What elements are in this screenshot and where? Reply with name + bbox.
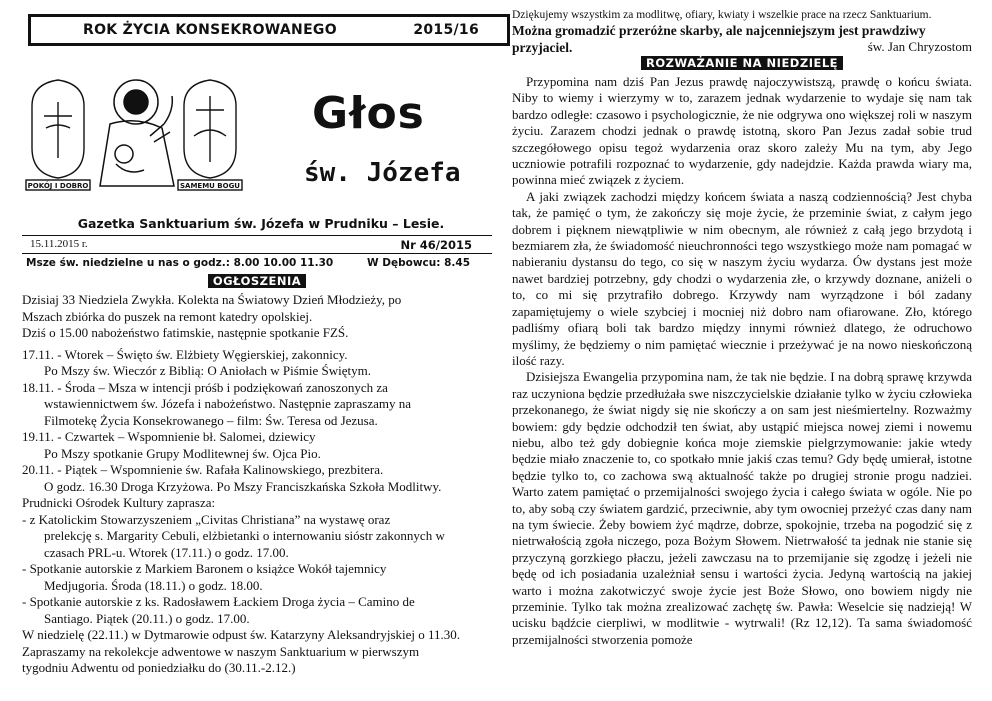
announcement-line: Dzisiaj 33 Niedziela Zwykła. Kolekta na Światowy Dzień Młodzieży, po	[22, 292, 402, 307]
mass-times-debowiec: W Dębowcu: 8.45	[367, 257, 470, 269]
announcements-title: OGŁOSZENIA	[208, 274, 306, 288]
sanctuary-seal-illustration	[24, 66, 244, 196]
reflection-article	[512, 74, 972, 648]
thanks-note: Dziękujemy wszystkim za modlitwę, ofiary, kwiaty i wszelkie prace na rzecz Sanktuarium.	[512, 9, 932, 21]
reflection-heading	[512, 54, 972, 72]
announcement-line: - Spotkanie autorskie z ks. Radosławem Łackiem Droga życia – Camino de	[22, 594, 415, 609]
announcement-line: - z Katolickim Stowarzyszeniem „Civitas Christiana” na wystawę oraz	[22, 511, 391, 527]
announcements-list	[22, 292, 492, 677]
announcement-line: Medjugoria. Środa (18.11.) o godz. 18.00.	[44, 577, 263, 593]
announcement-line: prelekcję s. Margarity Cebuli, elżbietanki o internowaniu sióstr zakonnych w	[44, 528, 445, 543]
announcement-line: czasach PRL-u. Wtorek (17.11.) o godz. 17.00.	[44, 544, 289, 560]
year-banner-title: ROK ŻYCIA KONSEKROWANEGO	[83, 22, 337, 38]
newsletter-title: Głos	[312, 88, 425, 139]
announcement-line: Dziś o 15.00 nabożeństwo fatimskie, następnie spotkanie FZŚ.	[22, 325, 349, 340]
left-column	[22, 14, 492, 694]
announcement-line: Po Mszy spotkanie Grupy Modlitewnej św. Ojca Pio.	[44, 445, 321, 461]
announcement-line: Santiago. Piątek (20.11.) o godz. 17.00.	[44, 610, 250, 626]
announcement-line: - Spotkanie autorskie z Markiem Baronem o książce Wokół tajemnicy	[22, 561, 387, 576]
issue-dateline	[22, 235, 492, 254]
franciscan-crest-icon	[26, 80, 90, 190]
quote-text: Można gromadzić przeróżne skarby, ale najcenniejszym jest prawdziwy przyjaciel.	[512, 23, 926, 55]
announcement-line: 19.11. - Czwartek – Wspomnienie bł. Salomei, dziewicy	[22, 429, 316, 444]
announcement-line: wstawiennictwem św. Józefa i nabożeństwo. Następnie zapraszamy na	[44, 396, 411, 411]
year-banner-years: 2015/16	[413, 22, 479, 38]
carmelite-crest-icon	[178, 80, 242, 190]
announcement-line: Zapraszamy na rekolekcje adwentowe w naszym Sanktuarium w pierwszym	[22, 643, 420, 659]
issue-number: Nr 46/2015	[400, 238, 472, 252]
right-column	[512, 8, 972, 698]
announcement-line: O godz. 16.30 Droga Krzyżowa. Po Mszy Franciszkańska Szkoła Modlitwy.	[44, 478, 442, 494]
right-motto: SAMEMU BOGU	[179, 182, 241, 190]
announcement-line: W niedzielę (22.11.) w Dytmarowie odpust św. Katarzyny Aleksandryjskiej o 11.30.	[22, 627, 461, 642]
announcement-line: 18.11. - Środa – Msza w intencji próśb i podziękowań zanoszonych za	[22, 379, 388, 395]
article-paragraph: Dzisiejsza Ewangelia przypomina nam, że tak nie będzie. I na dobrą sprawę krzywda raz uczyniona będzie przedłużała swe niszczycielskie działanie tylko w życiu człowieka przekonanego, że świat nigdy się nie skończy a on sam jest nieśmiertelny. Rozważmy bowiem: gdy będzie odchodził ten świat, aby ustąpić miejsca nowej ziemi i nowemu niebu, albo też gdy dobiegnie końca moje ziemskie pielgrzymowanie: jakie wtedy będzie miało znaczenie to, co spotkało mnie jakiś czas temu? Gdy będę umierał, istotne będzie tylko to, co zachowa swą aktualność także po drugiej stronie progu nadziei. Warto zatem pamiętać o przemijalności swojego życia i całego świata w ogóle. Nie po to, aby sobą czy światem gardzić, przeciwnie, aby tym owocniej przeżyć czas dany nam na tym świecie. Żeby bowiem żyć mądrze, dobrze, spokojnie, trzeba na pogodzić się z nietrwałością zgoła niczego, poza Bożym Słowem. Nietrwałość ta jednak nie stanie się przyczyną gorzkiego płaczu, jeżeli zawczasu na to przemijanie się zgodzę i jeżeli nie będę od ich posiadania uzależniał sensu i wartości życia. Jedyną wartością na jakiej warto i można zakotwiczyć swoje życie jest Boże Słowo, ono bowiem nigdy nie przeminie. Tylko tak można zrealizować zachętę św. Pawła: Weselcie się nadzieją! W ucisku bądźcie cierpliwi, w modlitwie - wytrwali! (Rz 12,12). Ta sama świadomość przemijalności stworzenia pomoże	[512, 369, 972, 647]
issue-date: 15.11.2015 r.	[30, 238, 88, 250]
newsletter-title-second-line: św. Józefa	[304, 158, 461, 188]
mass-times-local: Msze św. niedzielne u nas o godz.: 8.00 10.00 11.30	[26, 257, 334, 269]
announcement-line: Prudnicki Ośrodek Kultury zaprasza:	[22, 495, 216, 510]
announcement-line: Mszach zbiórka do puszek na remont katedry opolskiej.	[22, 308, 313, 324]
announcement-line: tygodniu Adwentu od poniedziałku do (30.11.-2.12.)	[22, 660, 296, 675]
announcement-line: 20.11. - Piątek – Wspomnienie św. Rafała Kalinowskiego, prezbitera.	[22, 462, 384, 477]
quote-author: św. Jan Chryzostom	[867, 39, 972, 54]
masthead	[22, 46, 492, 198]
announcements-heading	[22, 272, 492, 290]
left-motto: POKÓJ I DOBRO	[27, 182, 89, 190]
article-paragraph: A jaki związek zachodzi między końcem świata a naszą codziennością? Jest chyba tak, że pamięć o tym, że zakończy się moje życie, że przeminie świat, z całym jego dobrem i pięknem niewątpliwie w nim obecnym, ale również z całą jego brzydotą i bezmiarem zła, że świadomość nieuchronności tego wszystkiego może nam pomagać w nabieraniu dystansu do tego, co się w naszym życiu wydarza. Ów dystans jest może nawet bardziej potrzebny, gdy chodzi o wydarzenia złe, o krzywdy doznane, aniżeli o to, co mi się przytrafiło dobrego. Krzywdy nam wyrządzone i ból zadany zapamiętujemy o wiele szybciej i mocniej niż dobro nam ofiarowane. Zło, którego padliśmy ofiarą boli tak bardzo między innymi również dlatego, że odruchowo myślimy, że będziemy o nim pamiętać wiecznie i przeżywać je na nowo nieskończoną ilość razy.	[512, 188, 972, 368]
year-banner	[28, 14, 510, 46]
newsletter-subtitle: Gazetka Sanktuarium św. Józefa w Prudniku – Lesie.	[77, 216, 445, 231]
mass-times	[22, 254, 492, 269]
announcement-line: Filmotekę Życia Konsekrowanego – film: Św. Teresa od Jezusa.	[44, 412, 378, 428]
announcement-line: 17.11. - Wtorek – Święto św. Elżbiety Węgierskiej, zakonnicy.	[22, 346, 348, 362]
announcement-line: Po Mszy św. Wieczór z Biblią: O Aniołach w Piśmie Świętym.	[44, 363, 371, 378]
reflection-title: ROZWAŻANIE NA NIEDZIELĘ	[641, 56, 843, 70]
saint-joseph-figure-icon	[100, 80, 174, 186]
article-paragraph: Przypomina nam dziś Pan Jezus prawdę najoczywistszą, prawdę o końcu świata. Niby to wiemy i wierzymy w to, zarazem jednak wydarzenie to wydaje się nam tak bardzo odległe: czasowo i psychologicznie, że nie odgrywa ono większej roli w naszym życiu. Zarazem chodzi jednak o prawdę istotną, skoro Pan Jezus zadał sobie trud szczegółowego opisu tegoż wydarzenia oraz skoro zależy Mu na tym, aby Jego uczniowie potrafili rozpoznać to wydarzenie, gdy nadejdzie. Każda prawda wiary ma, powinna mieć związek z życiem.	[512, 74, 972, 188]
